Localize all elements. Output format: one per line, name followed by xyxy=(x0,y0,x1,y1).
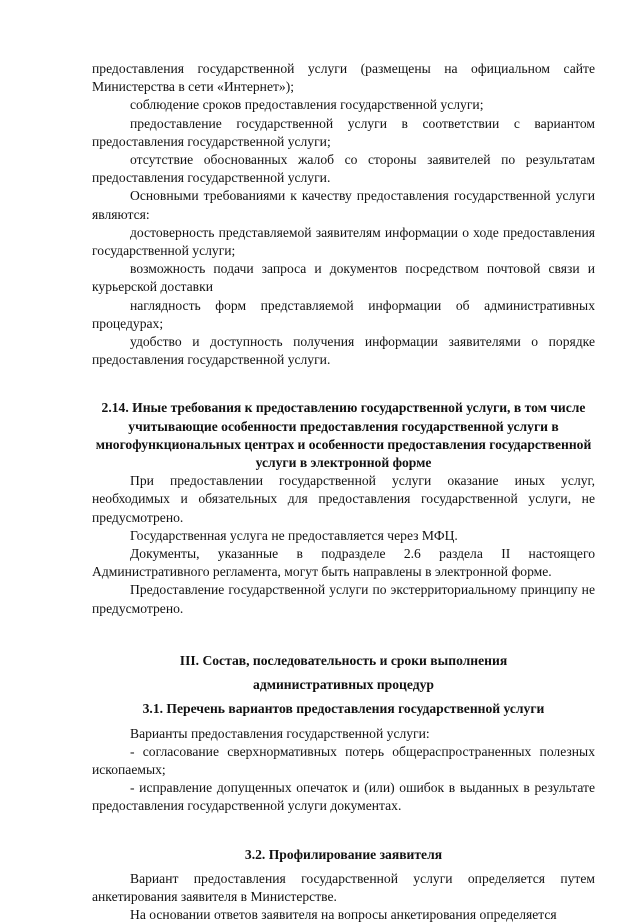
section-heading-3-1: 3.1. Перечень вариантов предоставления государственной услуги xyxy=(142,701,545,717)
paragraph-variants-intro: Варианты предоставления государственной услуги: xyxy=(130,725,430,741)
paragraph-profiling: Вариант предоставления государственной услуги определяется путем анкетирования заявителя в Министерстве. xyxy=(92,870,595,904)
paragraph-no-complaints: отсутствие обоснованных жалоб со стороны заявителей по результатам предоставления государственной услуги. xyxy=(92,152,595,186)
paragraph-visibility: наглядность форм представляемой информации об административных процедурах; xyxy=(92,297,595,331)
paragraph-deadlines: соблюдение сроков предоставления государственной услуги; xyxy=(130,97,484,113)
paragraph-variant-losses: - согласование сверхнормативных потерь общераспространенных полезных ископаемых; xyxy=(92,743,595,777)
paragraph-other-services: При предоставлении государственной услуги оказание иных услуг, необходимых и обязательных для предоставления государственной услуги, не предусмотрено. xyxy=(92,473,595,525)
section-heading-3-2: 3.2. Профилирование заявителя xyxy=(244,846,443,862)
paragraph-postal-submission: возможность подачи запроса и документов посредством почтовой связи и курьерской доставки xyxy=(92,261,595,295)
paragraph-variant-corrections: - исправление допущенных опечаток и (или) ошибок в выданных в результате предоставления государственной услуги документах. xyxy=(92,780,595,814)
paragraph-quality-indicators-tail: предоставления государственной услуги (размещены на официальном сайте Министерства в сети «Интернет»); xyxy=(92,61,595,95)
paragraph-mfc: Государственная услуга не предоставляется через МФЦ. xyxy=(130,527,458,543)
section-heading-3-line2: административных процедур xyxy=(253,677,434,693)
paragraph-accessibility: удобство и доступность получения информации заявителями о порядке предоставления государственной услуги. xyxy=(92,334,595,368)
paragraph-reliability: достоверность представляемой заявителям информации о ходе предоставления государственной услуги; xyxy=(92,224,595,259)
paragraph-variant-compliance: предоставление государственной услуги в соответствии с вариантом предоставления государственной услуги; xyxy=(92,115,595,149)
paragraph-extraterritorial: Предоставление государственной услуги по экстерриториальному принципу не предусмотрено. xyxy=(92,582,595,616)
paragraph-quality-requirements: Основными требованиями к качеству предоставления государственной услуги являются: xyxy=(92,188,595,222)
document-page xyxy=(92,60,595,924)
section-heading-2-14: 2.14. Иные требования к предоставлению государственной услуги, в том числе учитывающие особенности предоставления государственной услуги в многофункциональных центрах и особенности предоставления государственной услуги в электронной форме xyxy=(95,400,592,471)
paragraph-electronic-docs: Документы, указанные в подразделе 2.6 раздела II настоящего Административного регламента, могут быть направлены в электронной форме. xyxy=(92,546,595,580)
paragraph-profiling-answers: На основании ответов заявителя на вопросы анкетирования определяется xyxy=(130,907,557,923)
section-heading-3-line1: III. Состав, последовательность и сроки выполнения xyxy=(179,652,508,668)
